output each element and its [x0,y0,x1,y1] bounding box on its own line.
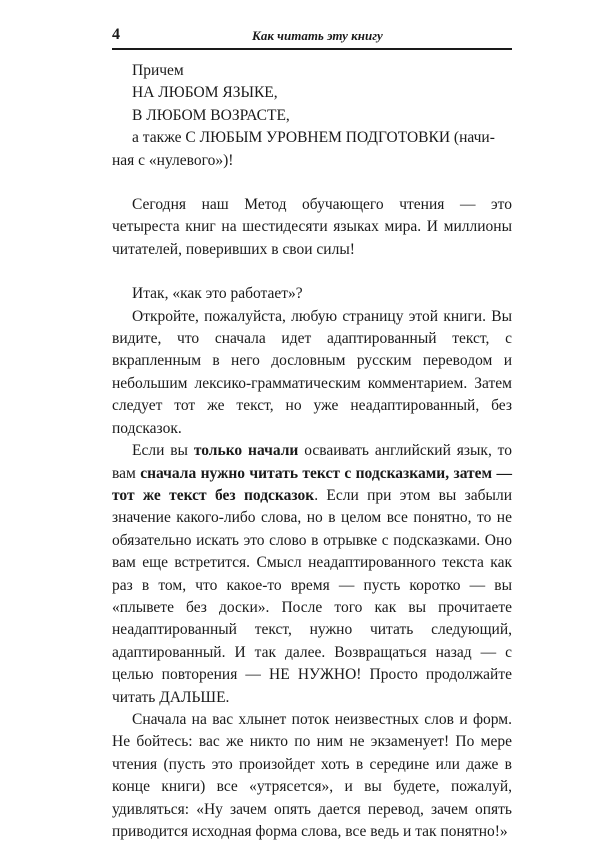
intro-line-1: Причем [132,62,184,79]
intro-line-2: НА ЛЮБОМ ЯЗЫКЕ, [132,84,278,102]
paragraph-if-bold1: только начали [193,442,299,460]
paragraph-if-beginner [112,440,512,709]
intro-line-3: В ЛЮБОМ ВОЗРАСТЕ, [132,106,290,124]
paragraph-if-part3: . Если при этом вы забыли значение какого-либо слова, но в целом все понятно, то не обязательно искать это слово в отрывке с подсказками. Оно вам еще встретится. Смысл неадаптированного текста как раз в том, что какое-то время — пусть коротко — вы «плывете без доски». После того как вы прочитаете неадаптированный текст, нужно читать следующий, адаптированный. И так далее. Возвращаться назад — с целью повторения — НЕ НУЖНО! Просто продолжайте читать ДАЛЬШЕ. [112,486,512,706]
paragraph-flood: Сначала на вас хлынет поток неизвестных слов и форм. Не бойтесь: вас же никто по ним не экзаменует! По мере чтения (пусть это произойдет хоть в середине или даже в конце книги) все «утрясется», и вы будете, пожалуй, удивляться: «Ну зачем опять дается перевод, зачем опять приводится исходная форма слова, все ведь и так понятно!» [112,710,512,840]
intro-line-4: а также С ЛЮБЫМ УРОВНЕМ ПОДГОТОВКИ (начи- [132,129,495,147]
running-title: Как читать эту книгу [252,28,383,43]
page-number: 4 [112,26,120,43]
paragraph-open-book: Откройте, пожалуйста, любую страницу этой книги. Вы видите, что сначала идет адаптированный текст, с вкрапленным в него дословным русским переводом и небольшим лексико-грамматическим комментарием. Затем следует тот же текст, но уже неадаптированный, без подсказок. [112,307,512,437]
body-text [112,60,512,843]
paragraph-if-part1: Если вы [132,442,194,460]
intro-line-5: ная с «нулевого»)! [112,151,234,169]
paragraph-if-bold2: сначала нужно читать текст с подсказками, затем — тот же текст без подсказок [112,464,512,504]
paragraph-question: Итак, «как это работает»? [132,285,303,303]
paragraph-method: Сегодня наш Метод обучающего чтения — это четыреста книг на шестидесяти языках мира. И миллионы читателей, поверивших в свои силы! [112,196,512,258]
intro-block [112,60,512,172]
paragraph-if-part2: осваивать английский язык, то вам [112,442,513,482]
page-header [112,26,512,50]
